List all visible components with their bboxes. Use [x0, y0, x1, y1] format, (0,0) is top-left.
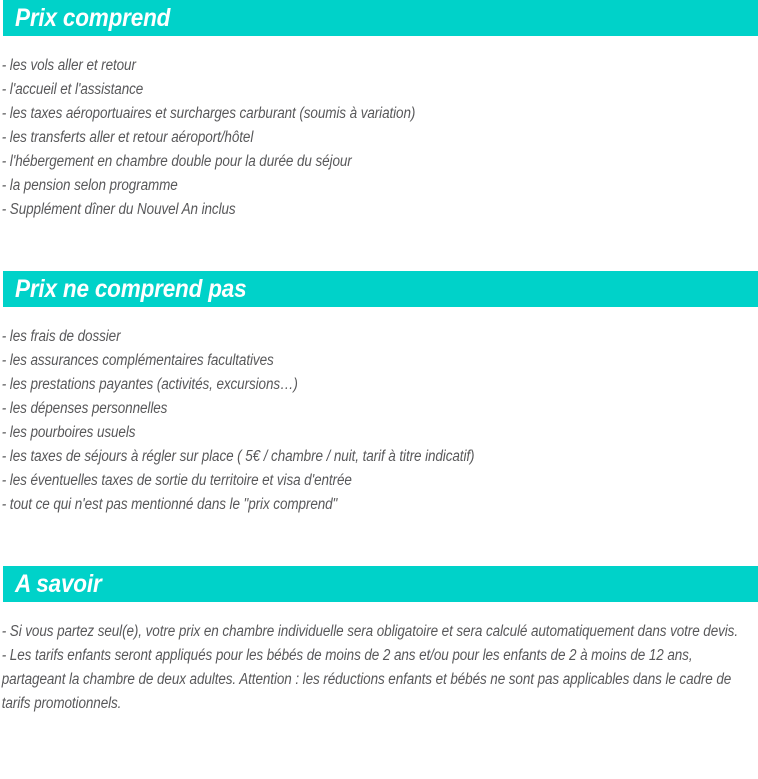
list-item: - les vols aller et retour	[1, 57, 136, 74]
prix-ne-comprend-pas-title: Prix ne comprend pas	[15, 275, 247, 303]
list-item: - les éventuelles taxes de sortie du territoire et visa d'entrée	[1, 472, 352, 489]
list-item: - les frais de dossier	[1, 328, 121, 345]
list-item: - les taxes aéroportuaires et surcharges carburant (soumis à variation)	[1, 105, 416, 122]
list-item: - la pension selon programme	[1, 177, 178, 194]
list-item: - l'accueil et l'assistance	[1, 81, 144, 98]
section-prix-comprend	[0, 0, 758, 271]
a-savoir-text	[0, 602, 758, 716]
prix-ne-comprend-pas-header	[3, 271, 758, 307]
prix-comprend-list	[0, 36, 758, 271]
list-item: - Supplément dîner du Nouvel An inclus	[1, 201, 236, 218]
section-prix-ne-comprend-pas	[0, 271, 758, 566]
list-item: - tout ce qui n'est pas mentionné dans le "prix comprend"	[1, 496, 338, 513]
list-item: - les assurances complémentaires facultatives	[1, 352, 274, 369]
list-item: - les pourboires usuels	[1, 424, 136, 441]
prix-comprend-header	[3, 0, 758, 36]
list-item: - l'hébergement en chambre double pour la durée du séjour	[1, 153, 352, 170]
section-a-savoir	[0, 566, 758, 716]
a-savoir-header	[3, 566, 758, 602]
paragraph: - Les tarifs enfants seront appliqués pour les bébés de moins de 2 ans et/ou pour les enfants de 2 à moins de 12 ans, partageant la chambre de deux adultes. Attention : les réductions enfants et bébés ne sont pas applicables dans le cadre de tarifs promotionnels.	[1, 647, 732, 712]
prix-comprend-title: Prix comprend	[15, 4, 171, 32]
list-item: - les dépenses personnelles	[1, 400, 168, 417]
prix-ne-comprend-pas-list	[0, 307, 758, 566]
paragraph: - Si vous partez seul(e), votre prix en chambre individuelle sera obligatoire et sera calculé automatiquement dans votre devis.	[1, 623, 738, 640]
list-item: - les prestations payantes (activités, excursions…)	[1, 376, 298, 393]
list-item: - les transferts aller et retour aéroport/hôtel	[1, 129, 254, 146]
a-savoir-title: A savoir	[15, 570, 102, 598]
list-item: - les taxes de séjours à régler sur place ( 5€ / chambre / nuit, tarif à titre indicatif)	[1, 448, 475, 465]
